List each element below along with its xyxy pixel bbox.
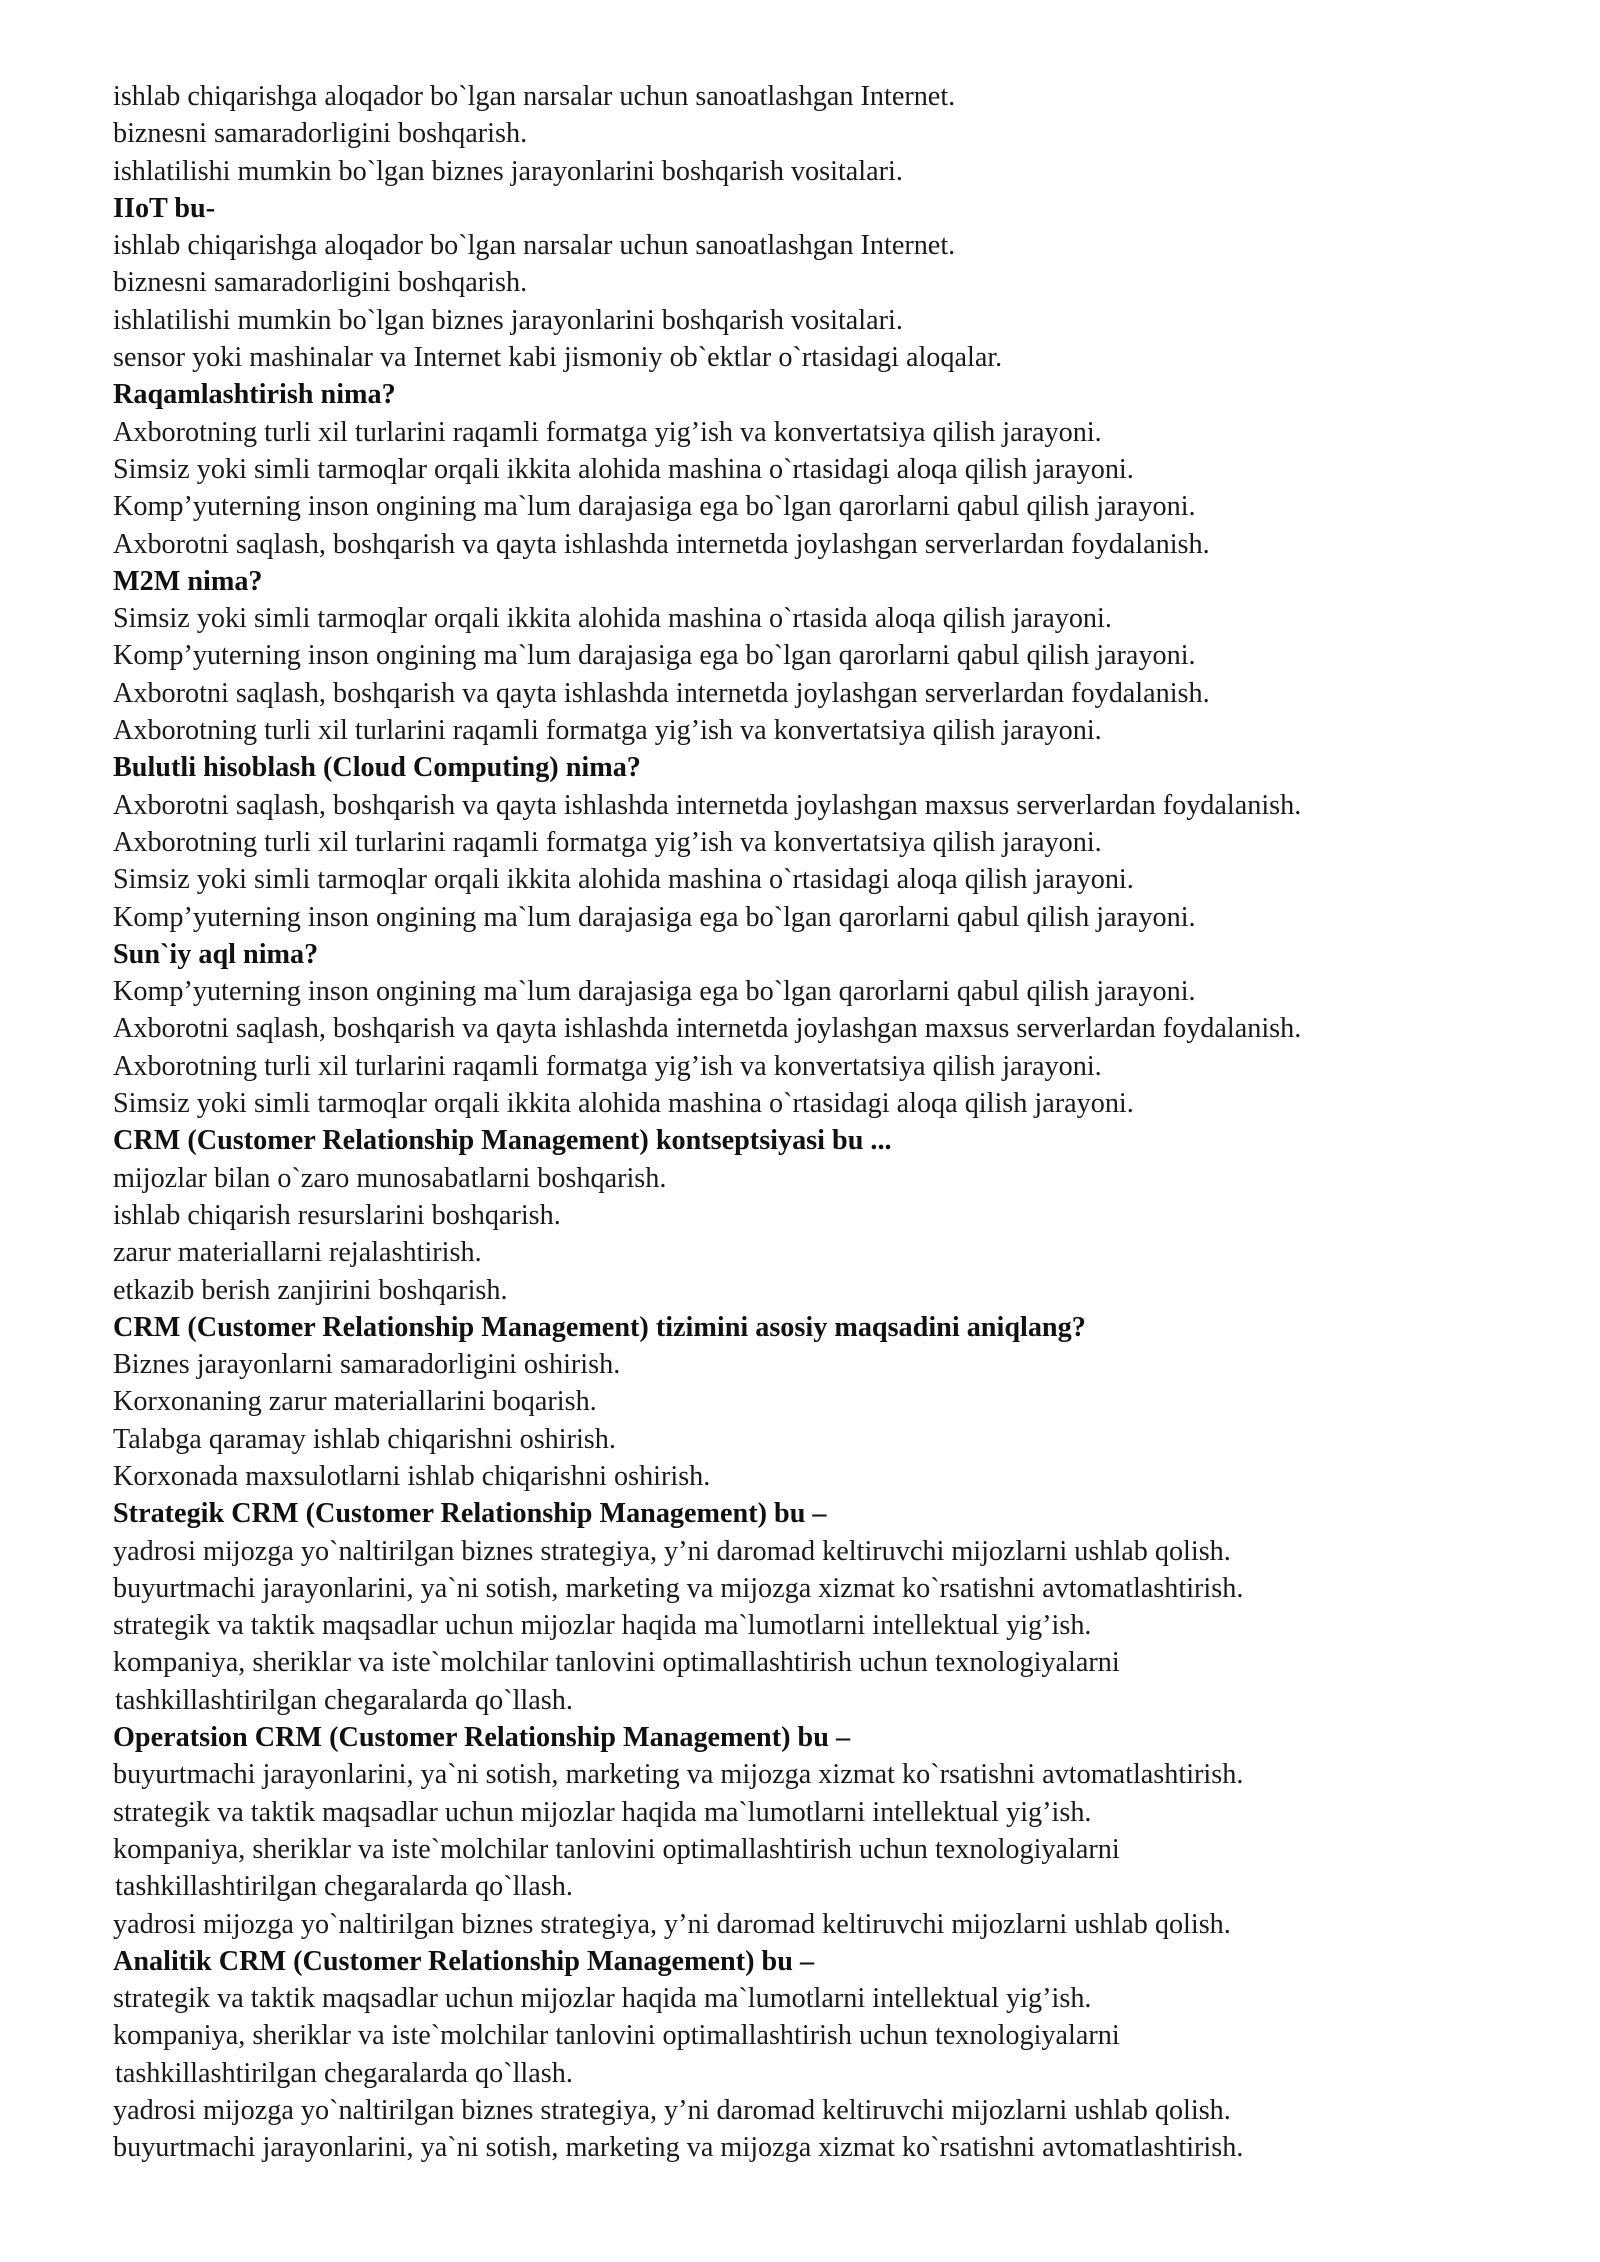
answer-option: kompaniya, sheriklar va iste`molchilar tanlovini optimallashtirish uchun texnologiyalarni bbox=[113, 1833, 1120, 1865]
answer-option: buyurtmachi jarayonlarini, ya`ni sotish, marketing va mijozga xizmat ko`rsatishni avtomatlashtirish. bbox=[113, 2132, 1244, 2164]
answer-option: Komp’yuterning inson ongining ma`lum darajasiga ega bo`lgan qarorlarni qabul qilish jarayoni. bbox=[113, 640, 1196, 672]
question-heading: Sun`iy aql nima? bbox=[113, 938, 319, 970]
answer-option: ishlatilishi mumkin bo`lgan biznes jarayonlarini boshqarish vositalari. bbox=[113, 155, 903, 187]
answer-option: tashkillashtirilgan chegaralarda qo`llash. bbox=[115, 1871, 573, 1903]
answer-option: Korxonada maxsulotlarni ishlab chiqarishni oshirish. bbox=[113, 1460, 711, 1492]
answer-option: sensor yoki mashinalar va Internet kabi jismoniy ob`ektlar o`rtasidagi aloqalar. bbox=[113, 342, 1003, 374]
answer-option: yadrosi mijozga yo`naltirilgan biznes strategiya, y’ni daromad keltiruvchi mijozlarni ushlab qolish. bbox=[113, 1535, 1231, 1567]
question-heading: M2M nima? bbox=[113, 565, 263, 597]
answer-option: etkazib berish zanjirini boshqarish. bbox=[113, 1274, 508, 1306]
question-heading: IIoT bu- bbox=[113, 192, 216, 224]
answer-option: ishlab chiqarishga aloqador bo`lgan narsalar uchun sanoatlashgan Internet. bbox=[113, 81, 956, 112]
answer-option: ishlatilishi mumkin bo`lgan biznes jarayonlarini boshqarish vositalari. bbox=[113, 304, 903, 336]
answer-option: Axborotning turli xil turlarini raqamli formatga yig’ish va konvertatsiya qilish jarayoni. bbox=[113, 715, 1102, 747]
question-heading: Raqamlashtirish nima? bbox=[113, 379, 396, 411]
question-heading: Bulutli hisoblash (Cloud Computing) nima? bbox=[113, 752, 641, 784]
answer-option: buyurtmachi jarayonlarini, ya`ni sotish, marketing va mijozga xizmat ko`rsatishni avtomatlashtirish. bbox=[113, 1572, 1244, 1604]
question-heading: Analitik CRM (Customer Relationship Management) bu – bbox=[113, 1945, 815, 1977]
answer-option: Axborotni saqlash, boshqarish va qayta ishlashda internetda joylashgan maxsus serverlardan foydalanish. bbox=[113, 1013, 1302, 1045]
question-heading: CRM (Customer Relationship Management) tizimini asosiy maqsadini aniqlang? bbox=[113, 1311, 1086, 1343]
answer-option: Axborotni saqlash, boshqarish va qayta ishlashda internetda joylashgan maxsus serverlardan foydalanish. bbox=[113, 789, 1302, 821]
answer-option: tashkillashtirilgan chegaralarda qo`llash. bbox=[115, 2057, 573, 2089]
answer-option: strategik va taktik maqsadlar uchun mijozlar haqida ma`lumotlarni intellektual yig’ish. bbox=[113, 1796, 1092, 1828]
answer-option: Simsiz yoki simli tarmoqlar orqali ikkita alohida mashina o`rtasidagi aloqa qilish jarayoni. bbox=[113, 864, 1134, 896]
answer-option: yadrosi mijozga yo`naltirilgan biznes strategiya, y’ni daromad keltiruvchi mijozlarni ushlab qolish. bbox=[113, 2095, 1231, 2127]
question-heading: Operatsion CRM (Customer Relationship Management) bu – bbox=[113, 1722, 851, 1754]
answer-option: Simsiz yoki simli tarmoqlar orqali ikkita alohida mashina o`rtasidagi aloqa qilish jarayoni. bbox=[113, 453, 1134, 485]
answer-option: biznesni samaradorligini boshqarish. bbox=[113, 118, 528, 150]
answer-option: Axborotning turli xil turlarini raqamli formatga yig’ish va konvertatsiya qilish jarayoni. bbox=[113, 826, 1102, 858]
answer-option: Axborotning turli xil turlarini raqamli formatga yig’ish va konvertatsiya qilish jarayoni. bbox=[113, 1050, 1102, 1082]
answer-option: Axborotning turli xil turlarini raqamli formatga yig’ish va konvertatsiya qilish jarayoni. bbox=[113, 416, 1102, 448]
answer-option: tashkillashtirilgan chegaralarda qo`llash. bbox=[115, 1684, 573, 1716]
answer-option: Axborotni saqlash, boshqarish va qayta ishlashda internetda joylashgan serverlardan foydalanish. bbox=[113, 677, 1210, 709]
answer-option: ishlab chiqarishga aloqador bo`lgan narsalar uchun sanoatlashgan Internet. bbox=[113, 230, 956, 262]
answer-option: Simsiz yoki simli tarmoqlar orqali ikkita alohida mashina o`rtasida aloqa qilish jarayoni. bbox=[113, 603, 1112, 635]
answer-option: ishlab chiqarish resurslarini boshqarish. bbox=[113, 1199, 561, 1231]
answer-option: Talabga qaramay ishlab chiqarishni oshirish. bbox=[113, 1423, 616, 1455]
answer-option: Korxonaning zarur materiallarini boqarish. bbox=[113, 1386, 597, 1418]
answer-option: kompaniya, sheriklar va iste`molchilar tanlovini optimallashtirish uchun texnologiyalarni bbox=[113, 1647, 1120, 1679]
answer-option: yadrosi mijozga yo`naltirilgan biznes strategiya, y’ni daromad keltiruvchi mijozlarni ushlab qolish. bbox=[113, 1908, 1231, 1940]
answer-option: buyurtmachi jarayonlarini, ya`ni sotish, marketing va mijozga xizmat ko`rsatishni avtomatlashtirish. bbox=[113, 1759, 1244, 1791]
answer-option: Simsiz yoki simli tarmoqlar orqali ikkita alohida mashina o`rtasidagi aloqa qilish jarayoni. bbox=[113, 1088, 1134, 1120]
question-heading: CRM (Customer Relationship Management) kontseptsiyasi bu ... bbox=[113, 1125, 892, 1157]
answer-option: Komp’yuterning inson ongining ma`lum darajasiga ega bo`lgan qarorlarni qabul qilish jarayoni. bbox=[113, 901, 1196, 933]
answer-option: zarur materiallarni rejalashtirish. bbox=[113, 1237, 482, 1269]
answer-option: biznesni samaradorligini boshqarish. bbox=[113, 267, 528, 299]
answer-option: Biznes jarayonlarni samaradorligini oshirish. bbox=[113, 1349, 621, 1381]
answer-option: strategik va taktik maqsadlar uchun mijozlar haqida ma`lumotlarni intellektual yig’ish. bbox=[113, 1610, 1092, 1642]
answer-option: strategik va taktik maqsadlar uchun mijozlar haqida ma`lumotlarni intellektual yig’ish. bbox=[113, 1983, 1092, 2015]
answer-option: kompaniya, sheriklar va iste`molchilar tanlovini optimallashtirish uchun texnologiyalarni bbox=[113, 2020, 1120, 2052]
document-page bbox=[113, 78, 1553, 2167]
question-heading: Strategik CRM (Customer Relationship Management) bu – bbox=[113, 1498, 827, 1530]
answer-option: mijozlar bilan o`zaro munosabatlarni boshqarish. bbox=[113, 1162, 667, 1194]
answer-option: Axborotni saqlash, boshqarish va qayta ishlashda internetda joylashgan serverlardan foydalanish. bbox=[113, 528, 1210, 560]
answer-option: Komp’yuterning inson ongining ma`lum darajasiga ega bo`lgan qarorlarni qabul qilish jarayoni. bbox=[113, 976, 1196, 1008]
answer-option: Komp’yuterning inson ongining ma`lum darajasiga ega bo`lgan qarorlarni qabul qilish jarayoni. bbox=[113, 491, 1196, 523]
